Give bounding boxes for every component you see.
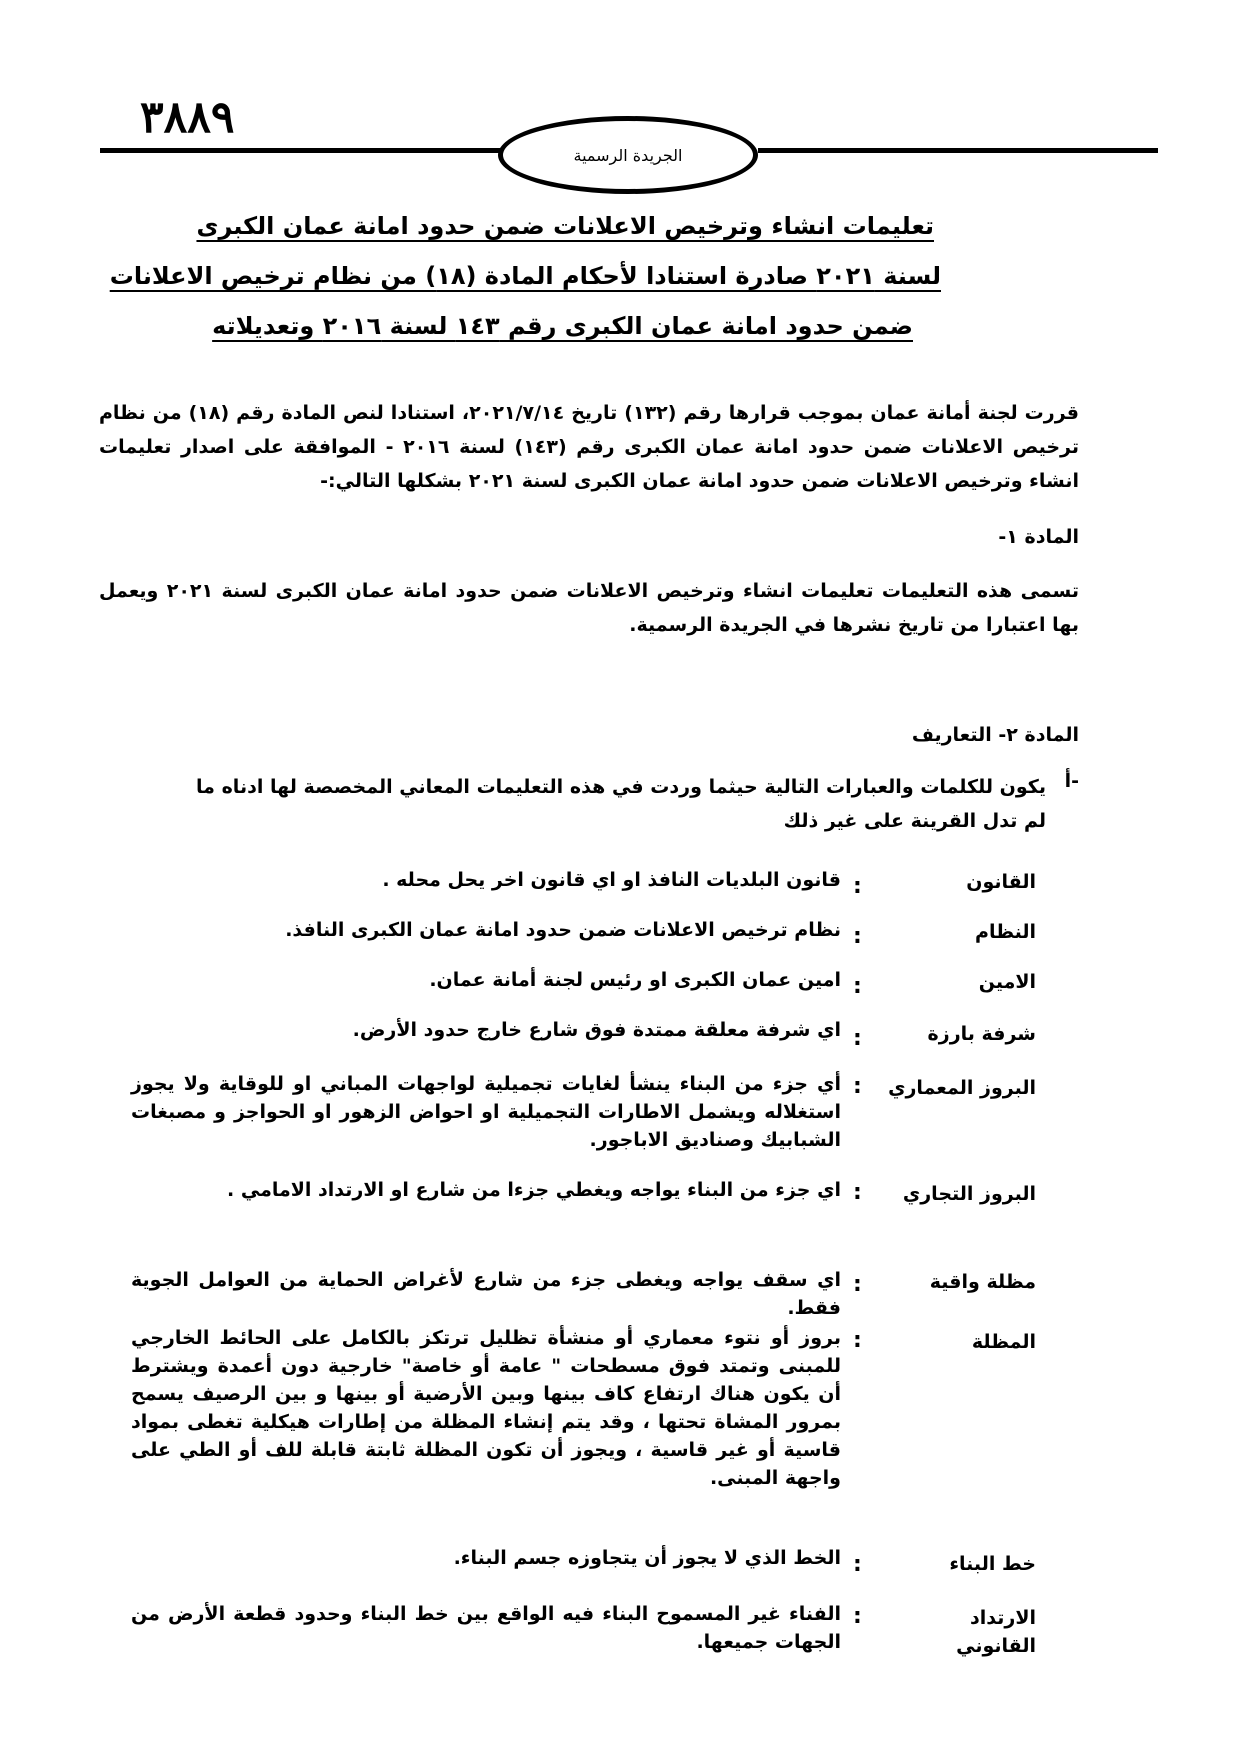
masthead-title: الجريدة الرسمية — [573, 145, 683, 165]
definition-text: الفناء غير المسموح البناء فيه الواقع بين خط البناء وحدود قطعة الأرض من الجهات جميعها. — [131, 1603, 841, 1653]
definition-term: خط البناء — [949, 1553, 1036, 1575]
definition-colon: : — [853, 874, 862, 899]
definition-colon: : — [853, 924, 862, 949]
definition-term: شرفة بارزة — [927, 1023, 1036, 1045]
page-number: ٣٨٨٩ — [140, 92, 235, 143]
definition-text: قانون البلديات النافذ او اي قانون اخر يحل محله . — [382, 869, 841, 891]
header-rule-left — [100, 148, 500, 153]
definition-colon: : — [853, 1552, 862, 1577]
definition-term: مظلة واقية — [929, 1271, 1036, 1293]
document-title-line-2: لسنة ٢٠٢١ صادرة استنادا لأحكام المادة (١٨) من نظام ترخيص الاعلانات — [109, 262, 941, 290]
definition-text: اي جزء من البناء يواجه ويغطي جزءا من شارع او الارتداد الامامي . — [227, 1179, 841, 1201]
definition-colon: : — [853, 1026, 862, 1051]
definition-term: الامين — [978, 971, 1036, 993]
definition-colon: : — [853, 1328, 862, 1353]
article-2-heading: المادة ٢- التعاريف — [911, 724, 1079, 746]
definition-colon: : — [853, 1074, 862, 1099]
definition-text: اي سقف يواجه ويغطى جزء من شارع لأغراض الحماية من العوامل الجوية فقط. — [131, 1269, 841, 1319]
definition-colon: : — [853, 974, 862, 999]
definition-text: أي جزء من البناء ينشأ لغايات تجميلية لواجهات المباني او للوقاية ولا يجوز استغلاله ويشمل الاطارات التجميلية او احواض الزهور او الحواجز و مصبغات الشبابيك وصناديق الاباجور. — [131, 1073, 841, 1151]
definition-colon: : — [853, 1272, 862, 1297]
masthead-ellipse — [498, 116, 758, 194]
definition-colon: : — [853, 1604, 862, 1629]
article-1-heading: المادة ١- — [998, 526, 1079, 548]
clause-letter: أ- — [1064, 770, 1079, 792]
article-1-text: تسمى هذه التعليمات تعليمات انشاء وترخيص الاعلانات ضمن حدود امانة عمان الكبرى لسنة ٢٠٢١ ويعمل بها اعتبارا من تاريخ نشرها في الجريدة الرسمية. — [99, 580, 1079, 636]
definition-term: النظام — [975, 921, 1036, 943]
definition-colon: : — [853, 1180, 862, 1205]
definition-text: بروز أو نتوء معماري أو منشأة تظليل ترتكز بالكامل على الحائط الخارجي للمبنى وتمتد فوق مسطحات " عامة أو خاصة" خارجية دون أعمدة ويشترط أن يكون هناك ارتفاع كاف بينها وبين الأرضية أو بينها و بين الرصيف يسمح بمرور المشاة تحتها ، وقد يتم إنشاء المظلة من إطارات هيكلية تغطى بمواد قاسية أو غير قاسية ، ويجوز أن تكون المظلة ثابتة قابلة للف أو الطي على واجهة المبنى. — [131, 1327, 841, 1489]
definition-term: القانون — [966, 871, 1036, 893]
clause-text: يكون للكلمات والعبارات التالية حيثما وردت في هذه التعليمات المعاني المخصصة لها ادناه ما لم تدل القرينة على غير ذلك — [196, 776, 1046, 832]
definition-term: المظلة — [971, 1331, 1036, 1353]
document-title-line-3: ضمن حدود امانة عمان الكبرى رقم ١٤٣ لسنة ٢٠١٦ وتعديلاته — [212, 312, 913, 340]
definition-text: نظام ترخيص الاعلانات ضمن حدود امانة عمان الكبرى النافذ. — [285, 919, 841, 941]
definition-term: الارتداد القانوني — [956, 1607, 1036, 1657]
definition-text: الخط الذي لا يجوز أن يتجاوزه جسم البناء. — [453, 1547, 841, 1569]
definition-term: البروز المعماري — [888, 1077, 1036, 1099]
intro-paragraph: قررت لجنة أمانة عمان بموجب قرارها رقم (١٣٢) تاريخ ٢٠٢١/٧/١٤، استنادا لنص المادة رقم (١٨) من نظام ترخيص الاعلانات ضمن حدود امانة عمان الكبرى رقم (١٤٣) لسنة ٢٠١٦ - الموافقة على اصدار تعليمات انشاء وترخيص الاعلانات ضمن حدود امانة عمان الكبرى لسنة ٢٠٢١ بشكلها التالي:- — [99, 402, 1079, 492]
definition-text: امين عمان الكبرى او رئيس لجنة أمانة عمان. — [429, 969, 841, 991]
document-title-line-1: تعليمات انشاء وترخيص الاعلانات ضمن حدود امانة عمان الكبرى — [196, 212, 934, 240]
header-rule-right — [758, 148, 1158, 153]
definition-text: اي شرفة معلقة ممتدة فوق شارع خارج حدود الأرض. — [352, 1019, 841, 1041]
definition-term: البروز التجاري — [902, 1183, 1036, 1205]
